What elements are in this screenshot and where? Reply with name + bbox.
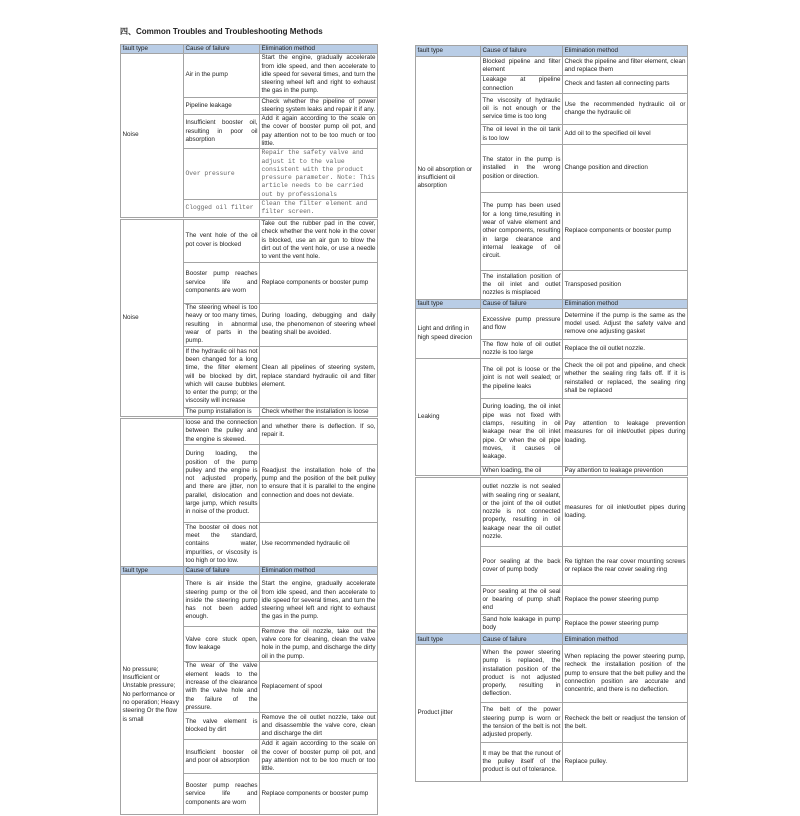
cause-cell: The wear of the valve element leads to the increase of the clearance with the valve hole and the failure of the pressure. [185,662,258,711]
method-cell: Replace the power steering pump [563,615,688,634]
cause-cell: The pump installation is [184,407,260,416]
header-fault-type: fault type [416,46,481,57]
cause-cell: The oil pot is loose or the joint is not well sealed; or the pipeline leaks [481,359,563,399]
cause-cell: When loading, the oil [481,467,563,476]
method-cell: Remove the oil nozzle, take out the valve core for cleaning, clean the valve hole in the pump, and discharge the dirty oil in the pump. [260,627,378,662]
method-cell: and whether there is deflection. If so, repair it. [260,418,378,444]
method-cell: Recheck the belt or readjust the tension of the belt. [563,703,688,743]
cause-cell: The installation position of the oil inlet and outlet nozzles is misplaced [481,271,563,300]
method-cell: Use recommended hydraulic oil [260,522,378,566]
cause-cell: During loading, the oil inlet pipe was not fixed with clamps, resulting in oil leakage near the oil inlet pipe. Or when the oil pipe moves, it causes oil leakage. [481,399,563,467]
cause-cell: Leakage at pipeline connection [482,76,561,92]
header-row [416,46,688,57]
cause-cell: The steering wheel is too heavy or too many times, resulting in abnormal wear of parts in the pump. [184,303,260,346]
cause-cell: Poor sealing at the back cover of pump body [481,547,563,586]
fault-type-cell [416,478,481,634]
cause-cell: The pump has been used for a long time,resulting in wear of valve element and other components, resulting in large clearance and internal leakage of oil circuit. [481,193,563,271]
cause-cell: Air in the pump [184,53,260,97]
method-cell: Replace components or booster pump [260,262,378,303]
header-fault-type: fault type [416,300,481,309]
method-cell: Replace components or booster pump [260,774,378,815]
header-method: Elimination method [563,300,688,309]
cause-cell: If the hydraulic oil has not been changed for a long time, the filter element will be blocked by dirt, which will cause bubbles to enter the pump; or the viscosity will increase [184,346,260,407]
fault-type-cell [121,418,184,566]
cause-cell: The oil level in the oil tank is too low [481,125,563,145]
cause-cell: The stator in the pump is installed in the wrong position or direction. [481,145,563,193]
cause-cell: Poor sealing at the oil seal or bearing of pump shaft end [481,586,563,615]
cause-cell: The valve element is blocked by dirt [184,713,260,740]
method-cell: Check whether the installation is loose [260,407,378,416]
header-fault-type: fault type [121,566,184,575]
method-cell: Add it again according to the scale on the cover of booster pump oil pot, and pay attention not to be too much or too little. [261,740,376,773]
cause-cell: Excessive pump pressure and flow [481,309,563,340]
cause-cell: Over pressure [184,149,260,200]
cause-cell: It may be that the runout of the pulley itself of the product is out of tolerance. [481,743,563,782]
cause-cell: Valve core stuck open, flow leakage [184,627,260,662]
fault-type-cell: Leaking [416,359,481,476]
fault-type-cell: Product jitter [416,645,481,782]
method-cell: Replace components or booster pump [563,193,688,271]
method-cell: During loading, debugging and daily use, the phenomenon of steering wheel beating shall be avoided. [260,303,378,346]
cause-cell: Sand hole leakage in pump body [481,615,563,634]
header-method: Elimination method [563,46,688,57]
table-row [121,418,378,444]
method-cell: Check the oil pot and pipeline, and check whether the sealing ring falls off. If it is reinstalled or replaced, the sealing ring shall be replaced [563,359,688,399]
method-cell: Transposed position [563,271,688,300]
cause-cell: Insufficient booster oil and poor oil absorption [184,740,260,774]
method-cell: When replacing the power steering pump, recheck the installation position of the pump to ensure that the belt pulley and the connection position are accurate and concentric, and there is no deflection. [563,645,688,703]
method-cell: Re tighten the rear cover mounting screws or replace the rear cover sealing ring [563,547,688,586]
method-cell: Check and fasten all connecting parts [563,76,688,94]
method-cell: Readjust the installation hole of the pump and the position of the belt pulley to ensure that it is parallel to the engine connection and does not deviate. [260,444,378,522]
table-row [416,57,688,76]
cause-cell: Booster pump reaches service life and components are worn [184,262,260,303]
fault-type-cell: Noise [121,219,184,416]
header-row [121,566,378,575]
method-cell: Change position and direction [563,145,688,193]
method-cell: Take out the rubber pad in the cover, check whether the vent hole in the cover is blocked, use an air gun to blow the dirt out of the vent hole, or use a needle to vent the vent hole. [260,219,378,262]
method-cell: Use the recommended hydraulic oil or change the hydraulic oil [563,94,688,125]
cause-cell: Booster pump reaches service life and components are worn [184,774,260,815]
table-row [416,478,688,547]
cause-cell: Blocked pipeline and filter element [481,57,563,76]
method-cell: Add oil to the specified oil level [563,125,688,145]
cause-cell: loose and the connection between the pulley and the engine is skewed. [185,419,258,443]
method-cell: Replace the power steering pump [563,586,688,615]
method-cell: Replace pulley. [563,743,688,782]
table-row [416,359,688,399]
right-table [415,45,687,783]
left-table-segment [120,44,378,218]
table-row [121,219,378,262]
method-cell: Start the engine, gradually accelerate from idle speed, and then accelerate to idle speed for several times, and turn the steering wheel left and right to exhaust the gas in the pump. [260,53,378,97]
header-fault-type: fault type [416,634,481,645]
cause-cell: When the power steering pump is replaced, the installation position of the product is not adjusted properly, resulting in deflection. [481,645,563,703]
table-row [416,645,688,703]
method-cell: Repair the safety valve and adjust it to the value consistent with the product pressure parameter. Note: This article needs to be carried out by professionals [260,149,378,200]
method-cell: Check whether the pipeline of power steering system leaks and repair it if any. [261,97,376,113]
fault-type-cell: Light and drifing in high speed direcion [416,309,481,359]
header-cause: Cause of failure [481,46,563,57]
cause-cell: Pipeline leakage [184,97,260,115]
header-method: Elimination method [260,45,378,54]
method-cell: Start the engine, gradually accelerate from idle speed, and then accelerate to idle speed for several times, and turn the steering wheel left and right to exhaust the gas in the pump. [260,575,378,627]
left-table-segment [120,219,378,417]
cause-cell: Insufficient booster oil, resulting in poor oil absorption [184,115,260,149]
header-fault-type: fault type [121,45,184,54]
cause-cell: There is air inside the steering pump or the oil inside the steering pump has not been added enough. [184,575,260,627]
fault-type-cell: No oil absorption or insufficient oil absorption [416,57,481,300]
method-cell: Check the pipeline and filter element, clean and replace them [563,57,688,76]
section-title: 四、Common Troubles and Troubleshooting Methods [120,27,323,36]
method-cell: Pay attention to leakage prevention [563,467,688,476]
header-cause: Cause of failure [481,634,563,645]
header-method: Elimination method [563,634,688,645]
table-row [416,309,688,340]
header-cause: Cause of failure [184,45,260,54]
cause-cell: The viscosity of hydraulic oil is not enough or the service time is too long [481,94,563,125]
method-cell: Replace the oil outlet nozzle. [563,340,688,359]
header-row [416,300,688,309]
header-method: Elimination method [260,566,378,575]
cause-cell: outlet nozzle is not sealed with sealing ring or sealant, or the joint of the oil outlet nozzle is not connected properly, resulting in oil leakage near the oil outlet nozzle. [481,478,563,547]
method-cell: Add it again according to the scale on the cover of booster pump oil pot, and pay attention not to be too much or too little. [261,115,376,147]
cause-cell: The belt of the power steering pump is worn or the tension of the belt is not adjusted properly. [481,703,563,743]
method-cell: Remove the oil outlet nozzle, take out and disassemble the valve core, clean and discharge the dirt [260,713,378,740]
table-row [121,575,378,627]
method-cell: measures for oil inlet/outlet pipes during loading. [563,478,688,547]
fault-type-cell: No pressure; Insufficient or Unstable pressure; No performance or no operation; Heavy steering Or the flow is small [121,575,184,815]
header-row [416,634,688,645]
cause-cell: Clogged oil filter [184,200,260,218]
method-cell: Clean the filter element and filter screen. [260,200,378,218]
method-cell: Determine if the pump is the same as the model used. Adjust the safety valve and remove one adjusting gasket [563,309,688,340]
cause-cell: The flow hole of oil outlet nozzle is too large [481,340,563,359]
method-cell: Clean all pipelines of steering system, replace standard hydraulic oil and filter element. [260,346,378,407]
table-row [121,53,378,97]
header-cause: Cause of failure [481,300,563,309]
method-cell: Replacement of spool [260,662,378,713]
right-table-segment [415,477,688,782]
fault-type-cell: Noise [121,53,184,217]
cause-cell: The vent hole of the oil pot cover is blocked [184,219,260,262]
left-table [120,44,377,816]
method-cell: Pay attention to leakage prevention measures for oil inlet/outlet pipes during loading. [563,399,688,467]
header-row [121,45,378,54]
cause-cell: The booster oil does not meet the standard, contains water, impurities, or viscosity is too high or too low. [184,522,260,566]
right-table-segment [415,45,688,476]
cause-cell: During loading, the position of the pump pulley and the engine is not adjusted properly, and there are jitter, non parallel, dislocation and large jump, which results in noise of the product. [184,444,260,522]
left-table-segment [120,418,378,815]
header-cause: Cause of failure [184,566,260,575]
